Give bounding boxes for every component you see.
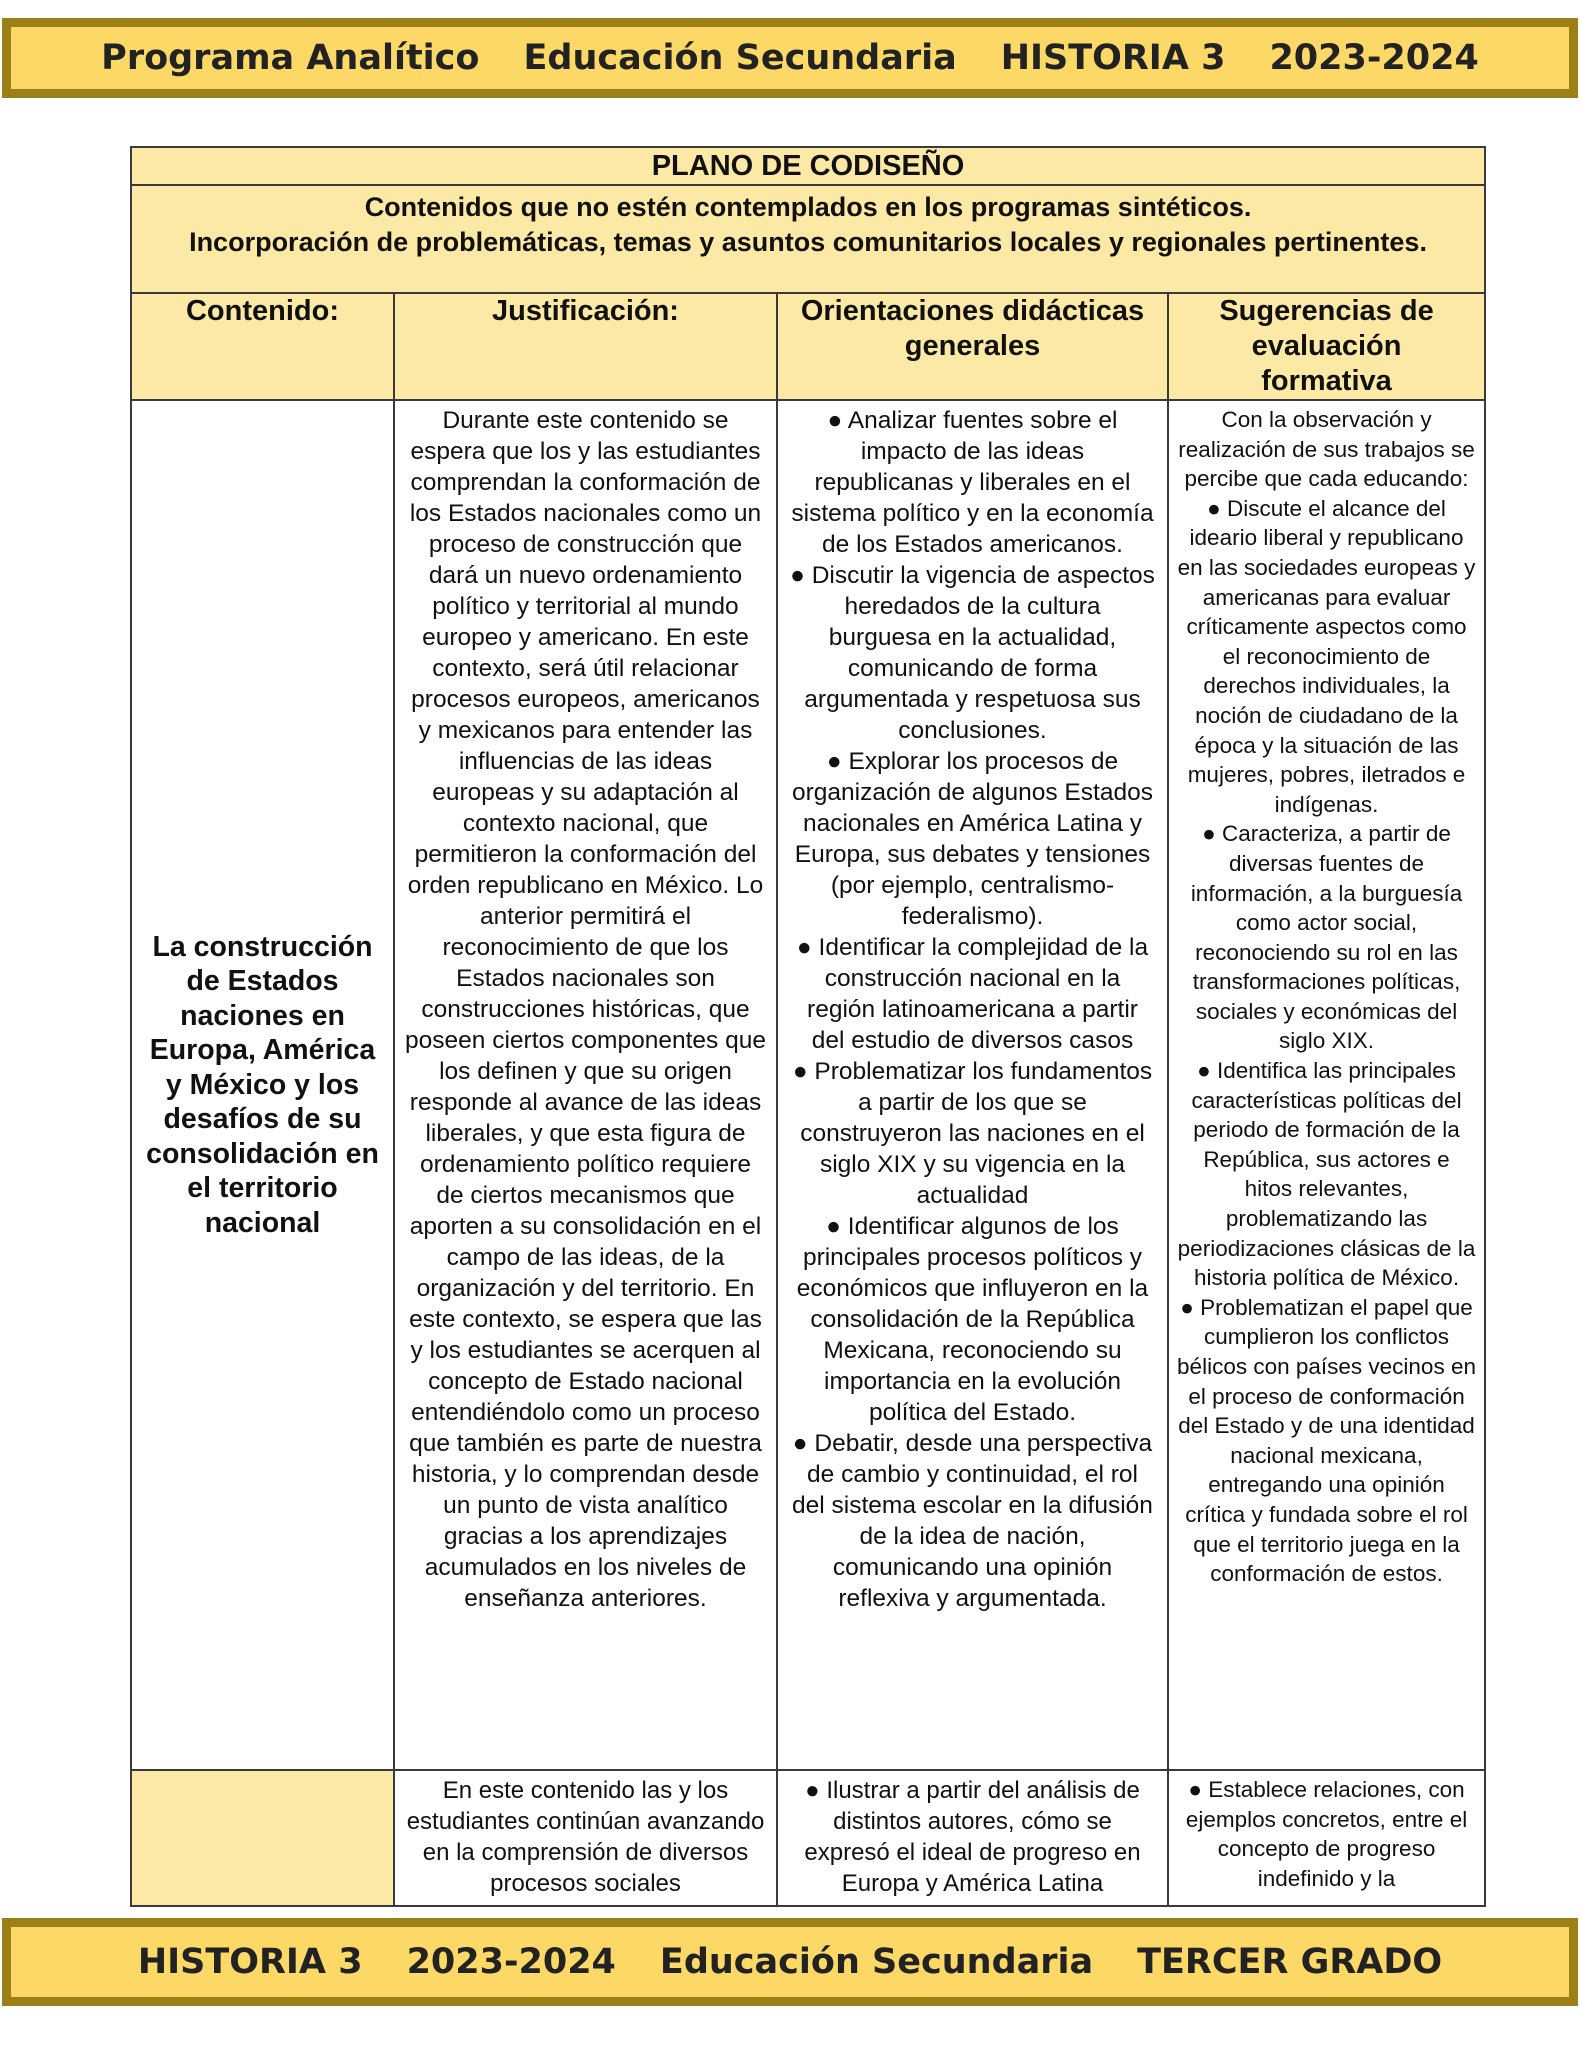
plano-subtitle [131, 185, 1485, 293]
plano-subtitle-line-1: Contenidos que no estén contemplados en los programas sintéticos. [364, 192, 1252, 222]
banner-level-label: Educación Secundaria [659, 1942, 1094, 1982]
sugerencia-item: ● Problematizan el papel que cumplieron los conflictos bélicos con países vecinos en el proceso de conformación del Estado y de una identidad nacional mexicana, entregando una opinión crítica y fundada sobre el rol que el territorio juega en la conformación de estos. [1177, 1294, 1476, 1587]
banner-year-label: 2023-2024 [1269, 38, 1479, 78]
orientacion-item: ● Explorar los procesos de organización de algunos Estados nacionales en América Latina y Europa, sus debates y tensiones (por ejemplo, centralismo-federalismo). [792, 748, 1153, 930]
column-header-justificacion: Justificación: [394, 293, 777, 400]
codesign-table [130, 146, 1486, 1907]
column-header-contenido: Contenido: [131, 293, 394, 400]
sugerencia-item: ● Discute el alcance del ideario liberal y republicano en las sociedades europeas y americanas para evaluar críticamente aspectos como el reconocimiento de derechos individuales, la noción de ciudadano de la época y la situación de las mujeres, pobres, iletrados e indígenas. [1177, 495, 1476, 817]
top-banner [2, 18, 1578, 98]
column-header-orientaciones: Orientaciones didácticas generales [777, 293, 1168, 400]
plano-title: PLANO DE CODISEÑO [131, 147, 1485, 185]
banner-subject-label: HISTORIA 3 [1000, 38, 1226, 78]
justificacion-text: Durante este contenido se espera que los y las estudiantes comprendan la conformación de los Estados nacionales como un proceso de construcción que dará un nuevo ordenamiento político y territorial al mundo europeo y americano. En este contexto, será útil relacionar procesos europeos, americanos y mexicanos para entender las influencias de las ideas europeas y su adaptación al contexto nacional, que permitieron la conformación del orden republicano en México. Lo anterior permitirá el reconocimiento de que los Estados nacionales son construcciones históricas, que poseen ciertos componentes que los definen y que su origen responde al avance de las ideas liberales, y que esta figura de ordenamiento político requiere de ciertos mecanismos que aporten a su consolidación en el campo de las ideas, de la organización y del territorio. En este contexto, se espera que las y los estudiantes se acerquen al concepto de Estado nacional entendiéndolo como un proceso que también es parte de nuestra historia, y lo comprendan desde un punto de vista analítico gracias a los aprendizajes acumulados en los niveles de enseñanza anteriores. [405, 407, 766, 1612]
orientacion-item: ● Discutir la vigencia de aspectos heredados de la cultura burguesa en la actualidad, comunicando de forma argumentada y respetuosa sus conclusiones. [790, 562, 1155, 744]
contenido-cell [131, 400, 394, 1770]
bottom-banner [2, 1918, 1578, 2006]
column-header-sugerencias: Sugerencias de evaluación formativa [1168, 293, 1485, 400]
sugerencias-cell [1168, 400, 1485, 1770]
justificacion-cell [394, 1770, 777, 1906]
orientacion-item: ● Ilustrar a partir del análisis de distintos autores, cómo se expresó el ideal de progreso en Europa y América Latina [804, 1777, 1141, 1897]
orientacion-item: ● Identificar la complejidad de la construcción nacional en la región latinoamericana a partir del estudio de diversos casos [796, 934, 1149, 1054]
contenido-text: La construcción de Estados naciones en Europa, América y México y los desafíos de su consolidación en el territorio nacional [146, 930, 379, 1239]
banner-program-label: Programa Analítico [101, 38, 480, 78]
sugerencias-cell [1168, 1770, 1485, 1906]
sugerencia-intro: Con la observación y realización de sus trabajos se percibe que cada educando: [1178, 407, 1475, 492]
table-row [131, 400, 1485, 1770]
banner-year-label: 2023-2024 [406, 1942, 616, 1982]
orientaciones-cell [777, 400, 1168, 1770]
orientacion-item: ● Problematizar los fundamentos a partir de los que se construyeron las naciones en el siglo XIX y su vigencia en la actualidad [792, 1058, 1153, 1209]
banner-subject-label: HISTORIA 3 [137, 1942, 363, 1982]
orientacion-item: ● Identificar algunos de los principales procesos políticos y económicos que influyeron en la consolidación de la República Mexicana, reconociendo su importancia en la evolución política del Estado. [796, 1213, 1149, 1426]
sugerencia-item: ● Establece relaciones, con ejemplos concretos, entre el concepto de progreso indefinido y la [1185, 1777, 1468, 1891]
orientacion-item: ● Debatir, desde una perspectiva de cambio y continuidad, el rol del sistema escolar en la difusión de la idea de nación, comunicando una opinión reflexiva y argumentada. [792, 1430, 1153, 1612]
banner-grade-label: TERCER GRADO [1137, 1942, 1443, 1982]
table-row [131, 1770, 1485, 1906]
plano-subtitle-line-2: Incorporación de problemáticas, temas y asuntos comunitarios locales y regionales pertinentes. [189, 227, 1427, 257]
justificacion-cell [394, 400, 777, 1770]
orientaciones-cell [777, 1770, 1168, 1906]
banner-level-label: Educación Secundaria [523, 38, 957, 78]
sugerencia-item: ● Identifica las principales características políticas del periodo de formación de la República, sus actores e hitos relevantes, problematizando las periodizaciones clásicas de la historia política de México. [1177, 1058, 1476, 1291]
contenido-cell-empty [131, 1770, 394, 1906]
sugerencia-item: ● Caracteriza, a partir de diversas fuentes de información, a la burguesía como actor social, reconociendo su rol en las transformaciones políticas, sociales y económicas del siglo XIX. [1190, 821, 1463, 1054]
orientacion-item: ● Analizar fuentes sobre el impacto de las ideas republicanas y liberales en el sistema político y en la economía de los Estados americanos. [791, 407, 1154, 558]
justificacion-text: En este contenido las y los estudiantes continúan avanzando en la comprensión de diversos procesos sociales [406, 1777, 765, 1897]
